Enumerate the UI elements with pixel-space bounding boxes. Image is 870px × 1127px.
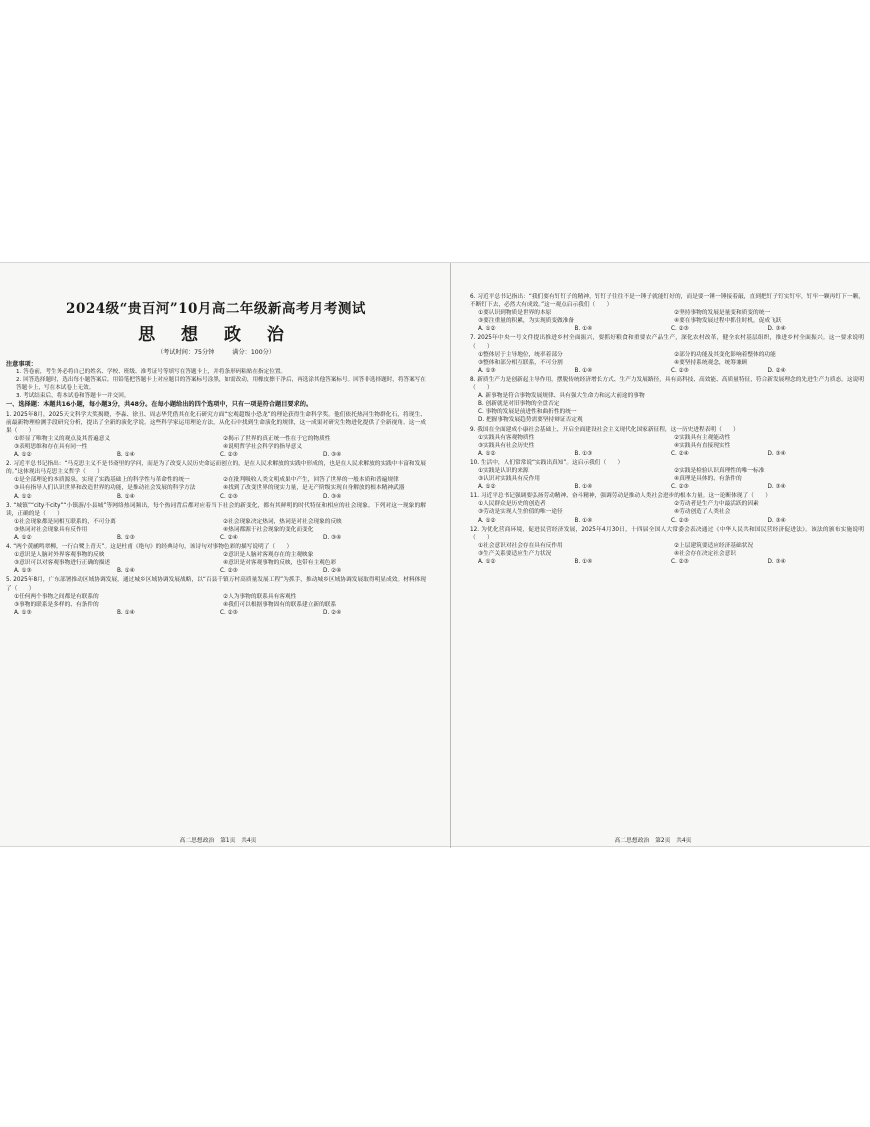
answer-choice: B. ①④ xyxy=(574,326,593,333)
question-options xyxy=(478,309,864,325)
page-right xyxy=(436,263,870,848)
exam-sheet xyxy=(0,262,870,847)
option-item: ②坚持事物的发展是量变和质变的统一 xyxy=(674,310,771,317)
option-item: ①社会意识对社会存在具有反作用 xyxy=(478,542,563,549)
option-item: ②社会现象决定热词，热词是对社会现象的反映 xyxy=(223,518,342,525)
answer-choice: A. ①③ xyxy=(478,367,496,374)
answer-choices xyxy=(14,534,426,542)
answer-choice: C. ②③ xyxy=(671,367,689,374)
option-item: ②劳动者是生产力中最活跃的因素 xyxy=(674,501,759,508)
question-options xyxy=(14,518,426,534)
answer-choice: D. ②④ xyxy=(767,367,786,374)
answer-choice: A. ①② xyxy=(14,452,32,459)
option-item: ④要坚持系统观念，统筹兼顾 xyxy=(674,359,748,366)
question xyxy=(6,543,426,575)
notes-title: 注意事项： xyxy=(6,361,37,368)
question-stem: 8. 新质生产力是创新起主导作用，摆脱传统经济增长方式、生产力发展路径，具有高科技、高效能、高质量特征，符合新发展理念的先进生产力质态。这说明（ ） xyxy=(470,376,864,392)
question xyxy=(470,492,864,524)
question-options xyxy=(14,551,426,567)
answer-choice: A. ①② xyxy=(14,493,32,500)
question-stem: 2. 习近平总书记指出：“马克思主义不是书斋里的学问，而是为了改变人民历史命运而创立的，是在人民求解放的实践中形成的，也是在人民求解放的实践中丰富和发展的。”这体现出马克思主义哲学（ ） xyxy=(6,461,426,476)
question-options xyxy=(478,500,864,516)
option-item: ②实践具有主观能动性 xyxy=(674,434,731,441)
right-questions xyxy=(470,293,864,566)
answer-choice: A. ①② xyxy=(478,559,496,565)
question xyxy=(470,459,864,491)
option-item: ④实践具有直接现实性 xyxy=(674,442,731,449)
option-item: C. 事物的发展是前进性和曲折性的统一 xyxy=(478,409,577,416)
option-item: ④说明哲学社会科学的指导意义 xyxy=(223,443,303,450)
answer-choice: C. ②③ xyxy=(671,517,689,524)
option-item: ④我们可以根据事物固有的联系建立新的联系 xyxy=(223,601,337,608)
answer-choice: C. ②③ xyxy=(220,452,238,459)
note-2: 2. 回答选择题时，选出每小题答案后，用铅笔把答题卡上对应题目的答案标号涂黑，如需改动，用橡皮擦干净后，再选涂其他答案标号。回答非选择题时，将答案写在答题卡上，写在本试卷上无效。 xyxy=(16,377,426,391)
question-stem: 5. 2025年8月，广东部署推动区域协调发展，通过城乡区域协调发展战略，以“百县千镇万村高质量发展工程”为抓手，推动城乡区域协调发展取得明显成效。材料体现了（ ） xyxy=(6,577,426,592)
footer-left: 高二思想政治 第1页 共4页 xyxy=(179,838,257,844)
option-item: ①实践具有客观物质性 xyxy=(478,434,535,441)
answer-choice: A. ①② xyxy=(478,517,496,524)
option-item: ③要注重量的积累，为实现质变做准备 xyxy=(478,318,575,325)
question-options xyxy=(14,435,426,451)
answer-choices xyxy=(478,517,864,525)
option-item: ③实践具有社会历史性 xyxy=(478,442,535,449)
answer-choice: D. ③④ xyxy=(323,452,342,459)
answer-choice: D. ③④ xyxy=(767,326,786,333)
answer-choice: C. ②③ xyxy=(220,609,238,616)
question-options xyxy=(478,392,864,424)
answer-choice: B. ①④ xyxy=(117,493,135,500)
option-item: ④真理是具体的、有条件的 xyxy=(674,476,742,483)
question-options xyxy=(14,476,426,492)
option-item: ②上层建筑要适应经济基础状况 xyxy=(674,542,754,549)
answer-choice: A. ①② xyxy=(478,450,496,457)
page-left xyxy=(0,263,436,848)
answer-choice: D. ③④ xyxy=(767,484,786,491)
answer-choice: D. ②④ xyxy=(323,568,342,575)
question xyxy=(6,502,426,542)
exam-meta xyxy=(6,347,426,356)
option-item: ②部分的功能及其变化影响着整体的功能 xyxy=(674,351,776,358)
answer-choice: D. ③④ xyxy=(767,559,786,565)
option-item: ①实践是认识的来源 xyxy=(478,467,529,474)
answer-choice: B. ①③ xyxy=(574,450,593,457)
answer-choice: C. ②③ xyxy=(220,568,238,575)
question-options xyxy=(14,593,426,609)
question xyxy=(6,576,426,616)
option-item: ①人民群众是历史的创造者 xyxy=(478,501,546,508)
answer-choice: D. ②④ xyxy=(323,609,342,616)
note-1: 1. 答卷前，考生务必将自己的姓名、学校、班级、准考证号等填写在答题卡上，并将条形码粘贴在指定位置。 xyxy=(16,369,287,375)
question-stem: 7. 2025年中央一号文件提出推进乡村全面振兴，要抓好粮食和重要农产品生产，深化农村改革，健全农村基层组织，推进乡村全面振兴。这一要求说明（ ） xyxy=(470,335,864,350)
option-item: D. 把握事物发展趋势需要坚持辩证否定观 xyxy=(478,417,583,424)
footer-right: 高二思想政治 第2页 共4页 xyxy=(614,838,692,844)
answer-choices xyxy=(478,558,864,566)
answer-choices xyxy=(478,483,864,491)
answer-choice: C. ②③ xyxy=(671,559,689,565)
question-stem: 11. 习近平总书记强调要弘扬劳动精神、奋斗精神，强调劳动是推动人类社会进步的根本力量。这一论断体现了（ ） xyxy=(470,493,771,500)
option-item: ④找到了改变世界的现实力量，是无产阶级实现自身解放的根本精神武器 xyxy=(223,485,405,492)
answer-choices xyxy=(478,325,864,333)
question-stem: 10. 生活中，人们常常说“实践出真知”。这启示我们（ ） xyxy=(470,459,624,466)
question-stem: 6. 习近平总书记指出：“我们要有钉钉子的精神，钉钉子往往不是一锤子就能钉好的，而是要一锤一锤接着敲，直到把钉子钉实钉牢，钉牢一颗再钉下一颗，不断钉下去，必然大有成效。”这一观点启示我们（ ） xyxy=(470,294,864,309)
option-item: ③认识对实践具有反作用 xyxy=(478,476,540,483)
option-item: A. 新事物是符合事物发展规律、具有强大生命力和远大前途的事物 xyxy=(478,393,645,400)
option-item: ①意识是人脑对外界客观事物的反映 xyxy=(14,552,105,559)
option-item: ④热词都源于社会现象的变化而变化 xyxy=(223,526,314,533)
question xyxy=(470,376,864,425)
question-stem: 3. “城镇”“city不city”“小镇游/小县城”等网络热词频出，每个热词背后都对应着当下社会的新变化，都有其鲜明的时代特征和相应的社会现象。下列对这一现象的解读，正确的是（ ） xyxy=(6,502,426,517)
answer-choice: B. ①④ xyxy=(574,559,593,565)
question-stem: 1. 2025年8月，2025天文科学大奖揭晓，李淼、徐丑、周志华凭借其在化石研究方面“宏观超级小恐龙”的理论获得生命科学奖。他们依托热河生物群化石，将现生、前最新物理检测手段研究分析，提出了全新的演化学说。这些科学家运用理论方法，从化石中找到生命演化的规律，这一成果对研究生物进化提供了全新视角。这一成果（ ） xyxy=(6,411,426,434)
option-item: ④社会存在决定社会意识 xyxy=(674,550,736,557)
left-questions xyxy=(6,411,426,617)
option-item: ②实践是检验认识真理性的唯一标准 xyxy=(674,467,765,474)
option-item: ②揭示了世界的真正统一性在于它的物质性 xyxy=(223,435,331,442)
answer-choices xyxy=(478,367,864,375)
question xyxy=(6,460,426,500)
question-options xyxy=(478,434,864,450)
exam-score: 满分：100分） xyxy=(232,349,276,356)
answer-choice: A. ①② xyxy=(478,326,496,333)
option-item: ①社会现象都是同相互联系的，不可分离 xyxy=(14,518,116,525)
option-item: ①彰显了唯物主义的观点及其普遍意义 xyxy=(14,435,111,442)
question-options xyxy=(478,542,864,558)
answer-choices xyxy=(14,609,426,617)
option-item: ②在批判吸收人类文明成果中产生，回答了世界的一般本质和普遍规律 xyxy=(223,477,399,484)
answer-choice: C. ②③ xyxy=(220,493,238,500)
option-item: ①任何两个事物之间都是有联系的 xyxy=(14,593,99,600)
option-item: ④劳动创造了人类社会 xyxy=(674,509,731,516)
option-item: ③具有指导人们认识世界和改造世界的功能，是推动社会发展的科学方法 xyxy=(14,485,196,492)
answer-choice: D. ③④ xyxy=(767,450,786,457)
question xyxy=(470,293,864,333)
section-title: 一、选择题：本题共16小题，每小题3分，共48分。在每小题给出的四个选项中，只有一项是符合题目要求的。 xyxy=(6,401,313,408)
answer-choice: A. ①② xyxy=(478,484,496,491)
question-stem: 12. 为优化营商环境，促进民营经济发展，2025年4月30日，十四届全国人大常委会表决通过《中华人民共和国民营经济促进法》。该法的颁布实施说明（ ） xyxy=(470,526,864,541)
exam-title: 2024级“贵百河”10月高二年级新高考月考测试 xyxy=(66,301,366,317)
option-item: ①是全部理论的本质源泉，实现了实践基础上的科学性与革命性的统一 xyxy=(14,477,190,484)
option-item: ③热词对社会现象具有反作用 xyxy=(14,526,88,533)
answer-choice: D. ③④ xyxy=(323,493,342,500)
option-item: ③劳动是实现人生价值的唯一途径 xyxy=(478,509,563,516)
question-options xyxy=(478,351,864,367)
question xyxy=(470,334,864,374)
answer-choice: C. ②③ xyxy=(671,326,689,333)
answer-choice: A. ①② xyxy=(14,535,32,541)
exam-time: （考试时间：75分钟 xyxy=(156,349,215,356)
answer-choice: B. ①④ xyxy=(117,452,135,459)
note-3: 3. 考试结束后，将本试卷和答题卡一并交回。 xyxy=(16,393,130,399)
option-item: ④要在事物发展过程中抓住时机，促成飞跃 xyxy=(674,318,782,325)
exam-subject: 思 想 政 治 xyxy=(138,325,294,345)
answer-choice: B. ①④ xyxy=(117,568,135,575)
question xyxy=(470,526,864,566)
option-item: ③生产关系要适应生产力状况 xyxy=(478,550,552,557)
answer-choice: B. ①④ xyxy=(574,367,593,374)
question-options xyxy=(478,467,864,483)
answer-choice: C. ②④ xyxy=(220,535,238,541)
option-item: ③整体和部分相互联系，不可分割 xyxy=(478,359,563,366)
answer-choice: D. ③④ xyxy=(767,517,786,524)
answer-choices xyxy=(478,450,864,458)
answer-choice: B. ①③ xyxy=(117,535,135,541)
answer-choices xyxy=(14,567,426,575)
answer-choice: C. ②③ xyxy=(671,484,689,491)
option-item: ②意识是人脑对客观存在的主观映象 xyxy=(223,552,314,559)
option-item: ③意识可以对客观事物进行正确的描述 xyxy=(14,560,111,567)
answer-choice: A. ①③ xyxy=(14,609,32,616)
question xyxy=(470,426,864,458)
option-item: ③表明思维和存在具有同一性 xyxy=(14,443,88,450)
option-item: ④意识是对客观事物的反映，也带有主观色彩 xyxy=(223,560,337,567)
answer-choice: B. ①④ xyxy=(574,517,593,524)
option-item: ①要认识到物质是世界的本原 xyxy=(478,310,552,317)
answer-choice: B. ①④ xyxy=(574,484,593,491)
answer-choice: C. ②④ xyxy=(671,450,689,457)
answer-choice: B. ①④ xyxy=(117,609,135,616)
option-item: ③事物的联系是多样的、有条件的 xyxy=(14,601,99,608)
answer-choice: A. ①③ xyxy=(14,568,32,575)
option-item: B. 创新就是对旧事物的全盘否定 xyxy=(478,401,560,408)
question xyxy=(6,411,426,460)
answer-choices xyxy=(14,451,426,459)
answer-choices xyxy=(14,493,426,501)
question-stem: 4. “两个黄鹂鸣翠柳，一行白鹭上青天”。这是杜甫《绝句》的经典诗句，该诗句对事物色彩的描写说明了（ ） xyxy=(6,544,293,551)
option-item: ①整体居于主导地位，统率着部分 xyxy=(478,351,563,358)
answer-choice: D. ③④ xyxy=(323,535,342,541)
question-stem: 9. 我国在全面建成小康社会基础上，开启全面建设社会主义现代化国家新征程，这一历史进程表明（ ） xyxy=(470,426,739,433)
option-item: ②人为事物的联系具有客观性 xyxy=(223,593,297,600)
